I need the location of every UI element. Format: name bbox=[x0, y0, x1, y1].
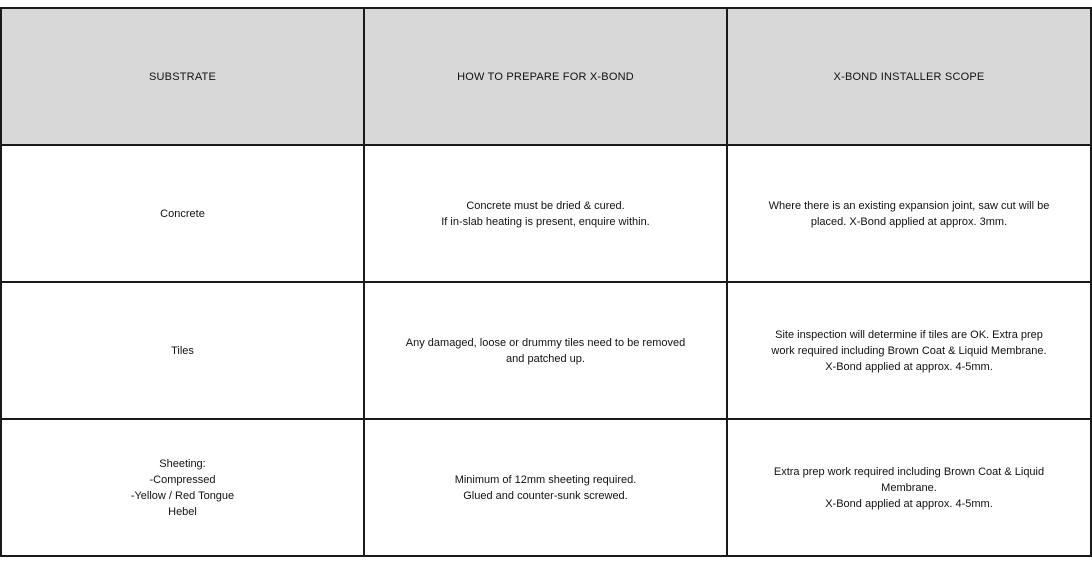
cell-line: Membrane. bbox=[881, 481, 937, 494]
cell-line: and patched up. bbox=[506, 352, 585, 365]
cell-substrate bbox=[1, 419, 364, 556]
cell-line: placed. X-Bond applied at approx. 3mm. bbox=[810, 215, 1008, 228]
cell-line: Concrete bbox=[160, 207, 205, 220]
cell-scope bbox=[727, 282, 1091, 419]
cell-line: -Compressed bbox=[149, 473, 216, 486]
cell-line: Minimum of 12mm sheeting required. bbox=[454, 473, 637, 486]
cell-scope bbox=[727, 145, 1091, 282]
cell-prepare bbox=[364, 419, 727, 556]
cell-line: Where there is an existing expansion joint, saw cut will be bbox=[768, 199, 1050, 212]
cell-prepare bbox=[364, 282, 727, 419]
table-row-concrete bbox=[1, 145, 1091, 282]
cell-line: Sheeting: bbox=[159, 457, 206, 470]
cell-substrate bbox=[1, 282, 364, 419]
header-installer-scope: X-BOND INSTALLER SCOPE bbox=[727, 8, 1091, 145]
cell-line: Hebel bbox=[168, 505, 197, 518]
cell-line: -Yellow / Red Tongue bbox=[130, 489, 235, 502]
header-how-to-prepare: HOW TO PREPARE FOR X-BOND bbox=[364, 8, 727, 145]
cell-line: Any damaged, loose or drummy tiles need to be removed bbox=[405, 336, 686, 349]
cell-line: Tiles bbox=[171, 344, 194, 357]
cell-scope bbox=[727, 419, 1091, 556]
cell-prepare bbox=[364, 145, 727, 282]
cell-line: X-Bond applied at approx. 4-5mm. bbox=[825, 360, 993, 373]
cell-line: work required including Brown Coat & Liquid Membrane. bbox=[771, 344, 1047, 357]
substrate-table-container bbox=[0, 7, 1050, 556]
cell-line: Extra prep work required including Brown Coat & Liquid bbox=[773, 465, 1045, 478]
cell-line: Site inspection will determine if tiles are OK. Extra prep bbox=[775, 328, 1043, 341]
table-header-row bbox=[1, 8, 1091, 145]
substrate-preparation-table bbox=[0, 7, 1092, 557]
table-row-sheeting bbox=[1, 419, 1091, 556]
cell-line: Concrete must be dried & cured. bbox=[466, 199, 625, 212]
cell-line: If in-slab heating is present, enquire within. bbox=[441, 215, 650, 228]
header-substrate: SUBSTRATE bbox=[1, 8, 364, 145]
cell-substrate bbox=[1, 145, 364, 282]
cell-line: Glued and counter-sunk screwed. bbox=[463, 489, 628, 502]
table-row-tiles bbox=[1, 282, 1091, 419]
cell-line: X-Bond applied at approx. 4-5mm. bbox=[825, 497, 993, 510]
